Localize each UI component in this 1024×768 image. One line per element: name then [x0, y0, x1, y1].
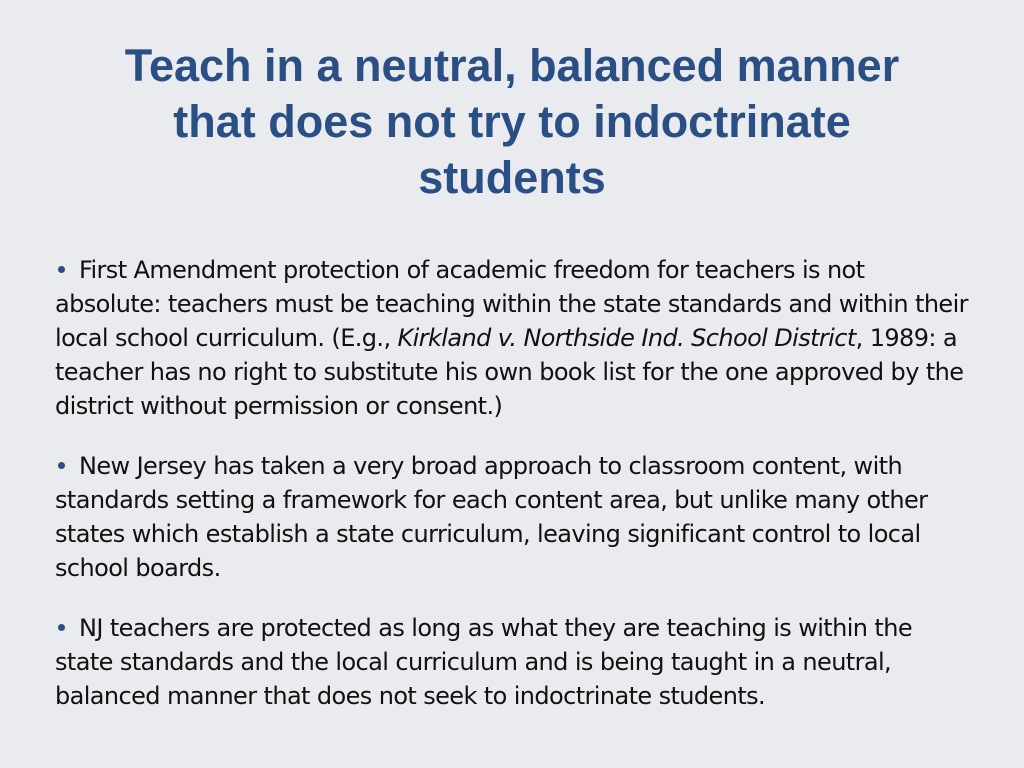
bullet-item-first-amendment	[55, 253, 970, 423]
bullet-dot-icon	[58, 462, 65, 469]
bullet-text-part: First Amendment protection of academic freedom for teachers is not absolute: teachers must be teaching within the state standards and within their local school curriculum. (E.g.,	[55, 256, 968, 352]
bullet-list	[55, 253, 970, 713]
title-line-1: Teach in a neutral, balanced manner	[124, 40, 900, 91]
slide-title	[60, 38, 964, 206]
title-line-2: that does not try to indoctrinate	[173, 96, 851, 147]
title-line-3: students	[418, 152, 606, 203]
bullet-item-nj-teachers	[55, 611, 970, 713]
case-name: Kirkland v. Northside Ind. School District	[397, 324, 856, 352]
bullet-text: New Jersey has taken a very broad approach to classroom content, with standards setting a framework for each content area, but unlike many other states which establish a state curriculum, leaving significant control to local school boards.	[55, 452, 928, 582]
bullet-item-new-jersey	[55, 449, 970, 585]
bullet-text-part: , 1989: a teacher has no right to substitute his own book list for the one approved by the district without permission or consent.)	[55, 324, 964, 420]
bullet-dot-icon	[58, 266, 65, 273]
bullet-dot-icon	[58, 624, 65, 631]
bullet-text: NJ teachers are protected as long as what they are teaching is within the state standards and the local curriculum and is being taught in a neutral, balanced manner that does not seek to indoctrinate students.	[55, 614, 913, 710]
